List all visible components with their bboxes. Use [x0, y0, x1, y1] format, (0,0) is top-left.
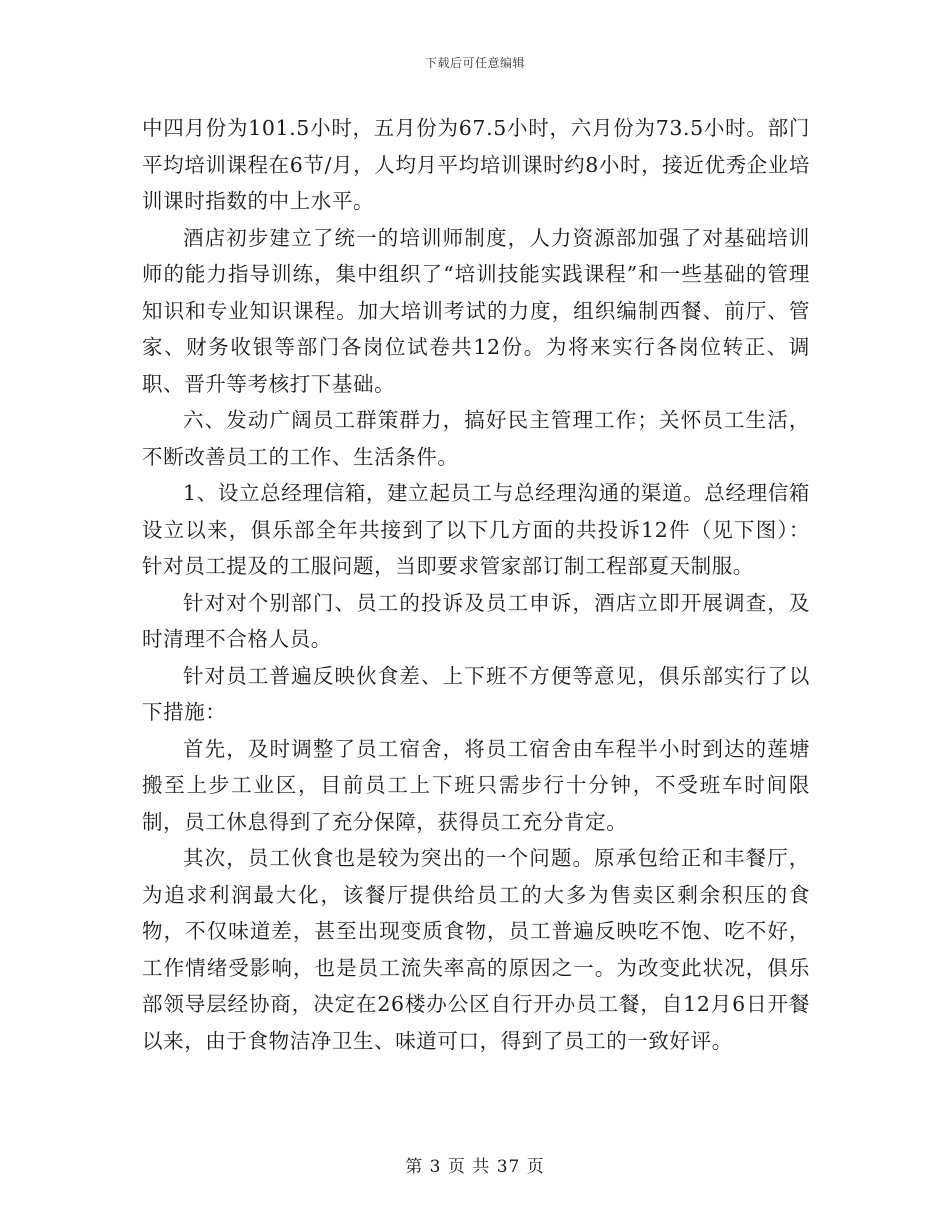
paragraph-1: 中四月份为101.5小时，五月份为67.5小时，六月份为73.5小时。部门平均培训课程在6节/月，人均月平均培训课时约8小时，接近优秀企业培训课时指数的中上水平。: [142, 116, 810, 213]
paragraph-2: 酒店初步建立了统一的培训师制度，人力资源部加强了对基础培训师的能力指导训练，集中组织了“培训技能实践课程”和一些基础的管理知识和专业知识课程。加大培训考试的力度，组织编制西餐、前厅、管家、财务收银等部门各岗位试卷共12份。为将来实行各岗位转正、调职、晋升等考核打下基础。: [142, 225, 810, 396]
paragraph-7: 首先，及时调整了员工宿舍，将员工宿舍由车程半小时到达的莲塘搬至上步工业区，目前员工上下班只需步行十分钟，不受班车时间限制，员工休息得到了充分保障，获得员工充分肯定。: [142, 736, 810, 834]
document-body: [142, 110, 810, 1059]
paragraph-5: 针对对个别部门、员工的投诉及员工申诉，酒店立即开展调查，及时清理不合格人员。: [142, 590, 810, 651]
paragraph-3: 六、发动广阔员工群策群力，搞好民主管理工作；关怀员工生活，不断改善员工的工作、生活条件。: [142, 408, 810, 469]
page-footer: 第 3 页 共 37 页: [405, 1157, 545, 1177]
paragraph-4: 1、设立总经理信箱，建立起员工与总经理沟通的渠道。总经理信箱设立以来，俱乐部全年共接到了以下几方面的共投诉12件（见下图）： 针对员工提及的工服问题，当即要求管家部订制工程部夏天制服。: [142, 481, 810, 578]
page-header: 下载后可任意编辑: [424, 56, 525, 70]
paragraph-6: 针对员工普遍反映伙食差、上下班不方便等意见，俱乐部实行了以下措施：: [142, 663, 810, 724]
paragraph-8: 其次，员工伙食也是较为突出的一个问题。原承包给正和丰餐厅，为追求利润最大化，该餐厅提供给员工的大多为售卖区剩余积压的食物，不仅味道差，甚至出现变质食物，员工普遍反映吃不饱、吃不好，工作情绪受影响，也是员工流失率高的原因之一。为改变此状况，俱乐部领导层经协商，决定在26楼办公区自行开办员工餐，自12月6日开餐以来，由于食物洁净卫生、味道可口，得到了员工的一致好评。: [142, 846, 810, 1053]
